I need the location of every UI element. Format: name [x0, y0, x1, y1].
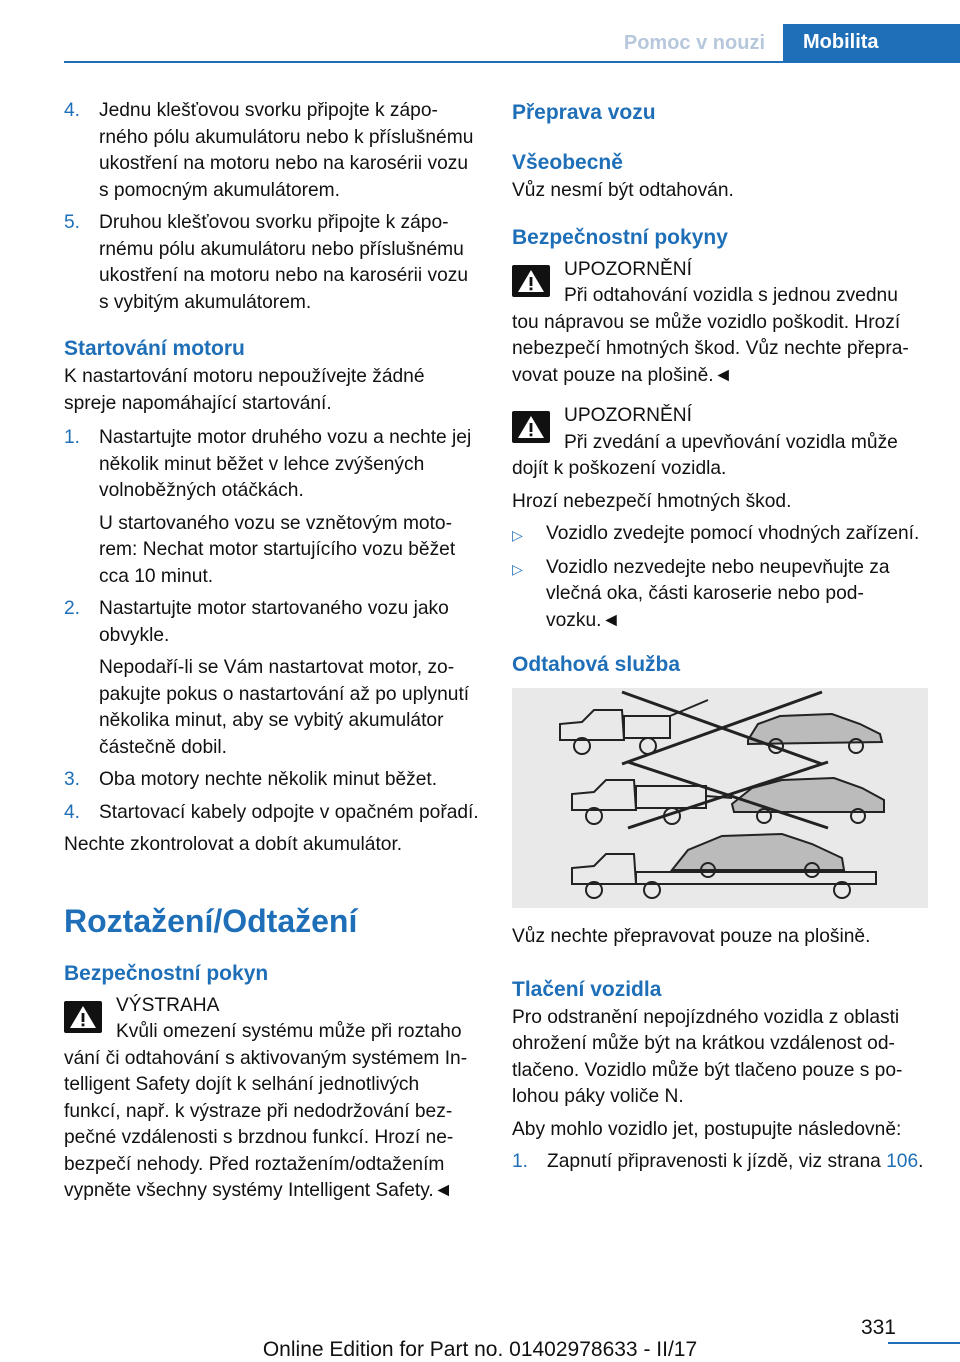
step-number: 3.	[64, 769, 81, 790]
step-number: 4.	[64, 100, 81, 121]
list-item	[64, 210, 480, 316]
check-text: Nechte zkontrolovat a dobít akumulátor.	[64, 834, 403, 855]
list-item	[64, 767, 480, 794]
step-number: 4.	[64, 801, 81, 823]
warning-icon	[512, 411, 550, 443]
step-note: Nepodaří-li se Vám nastartovat motor, zopakujte pokus o nastartování až po uplynutí několika minut, aby se vybitý akumulátor částečně dobil.	[99, 657, 470, 758]
edition-text: Online Edition for Part no. 01402978633 - II/17	[262, 1338, 698, 1361]
damage-text: Hrozí nebezpečí hmotných škod.	[512, 490, 792, 512]
warning-icon	[512, 265, 550, 297]
subsection-title-safety: Bezpečnostní pokyny	[512, 225, 728, 249]
warning-text: tou nápravou se může vozidlo poškodit. Hrozí nebezpečí hmotných škod. Vůz nechte přepravovat pouze na plošině.◄	[512, 311, 909, 386]
step-number: 2.	[64, 598, 81, 619]
step-text: Oba motory nechte několik minut běžet.	[99, 769, 438, 790]
start-intro: K nastartování motoru nepoužívejte žádné spreje napomáhající startování.	[64, 366, 425, 414]
figure-caption: Vůz nechte přepravovat pouze na plošině.	[512, 926, 871, 947]
warning-heading: VÝSTRAHA	[116, 994, 220, 1016]
step-text-main: Zapnutí připravenosti k jízdě, viz strana	[547, 1151, 887, 1172]
warning-block	[512, 403, 928, 483]
bullet-item	[512, 521, 928, 549]
warning-block	[64, 993, 480, 1205]
towing-illustration	[512, 688, 928, 908]
tab-section[interactable]: Pomoc v nouzi	[623, 32, 765, 54]
push-lead: Aby mohlo vozidlo jet, postupujte následovně:	[512, 1118, 902, 1140]
warning-text: dojít k poškození vozidla.	[512, 458, 727, 479]
section-title-transport: Přeprava vozu	[512, 101, 656, 124]
warning-text: vání či odtahování s aktivovaným systémem Intelligent Safety dojít k selhání jednotlivých funkcí, např. k výstraze při nedodržování bezpečné vzdálenosti s brzdnou funkcí. Hrozí nebezpečí nehody. Před roztažením/odtažením vypněte všechny systémy Intelligent Safety.◄	[64, 1047, 468, 1201]
bullet-triangle-icon: ▷	[512, 560, 523, 577]
push-text: Pro odstranění nepojízdného vozidla z oblasti ohrožení může být na krátkou vzdálenost odtlačeno. Vozidlo může být tlačeno pouze s polohou páky voliče N.	[512, 1006, 903, 1107]
chapter-title-tow: Roztažení/Odtažení	[64, 902, 358, 939]
page-number: 331	[860, 1316, 896, 1339]
warning-heading: UPOZORNĚNÍ	[564, 405, 692, 426]
subsection-title-push: Tlačení vozidla	[512, 977, 662, 1001]
section-title-start: Startování motoru	[64, 337, 245, 360]
warning-text-first-line: Při zvedání a upevňování vozidla může	[564, 431, 898, 453]
warning-block	[512, 257, 928, 390]
bullet-text: Vozidlo nezvedejte nebo neupevňujte za vlečná oka, části karoserie nebo podvozku.◄	[546, 556, 890, 631]
general-text: Vůz nesmí být odtahován.	[512, 180, 734, 201]
step-text: Startovací kabely odpojte v opačném pořadí.	[99, 801, 479, 823]
warning-heading: UPOZORNĚNÍ	[564, 258, 692, 280]
subsection-title-tow-service: Odtahová služba	[512, 653, 681, 676]
warning-icon	[64, 1001, 102, 1033]
towing-illustration-svg	[512, 688, 928, 908]
step-number: 1.	[512, 1151, 529, 1172]
step-text-end: .	[918, 1151, 924, 1172]
list-item	[64, 800, 480, 827]
header-tabs	[624, 24, 960, 62]
warning-text-first-line: Kvůli omezení systému může při roztaho	[116, 1021, 462, 1042]
step-text: Nastartujte motor startovaného vozu jako obvykle.	[99, 598, 449, 646]
step-note: U startovaného vozu se vznětovým motorem: Nechat motor startujícího vozu běžet cca 10 minut.	[99, 512, 456, 587]
bullet-item	[512, 555, 928, 635]
header-rule	[64, 61, 960, 63]
list-item	[64, 98, 480, 204]
page-link[interactable]: 106	[886, 1151, 919, 1172]
bullet-text: Vozidlo zvedejte pomocí vhodných zařízení.	[546, 523, 920, 544]
warning-text-first-line: Při odtahování vozidla s jednou zvednu	[564, 285, 898, 306]
step-text	[547, 1149, 928, 1176]
step-number: 1.	[64, 427, 81, 448]
right-column	[512, 98, 928, 1182]
tab-chapter[interactable]: Mobilita	[783, 24, 960, 62]
bullet-triangle-icon: ▷	[512, 527, 523, 543]
section-title-safety: Bezpečnostní pokyn	[64, 961, 269, 985]
list-item	[512, 1149, 928, 1176]
list-item	[64, 425, 480, 505]
footer	[0, 1316, 960, 1362]
step-text: Jednu klešťovou svorku připojte k záporného pólu akumulátoru nebo k příslušnému ukostření na motoru nebo na karosérii vozu s pomocným akumulátorem.	[99, 100, 474, 201]
step-text: Druhou klešťovou svorku připojte k zápornému pólu akumulátoru nebo příslušnému ukostření na motoru nebo na karosérii vozu s vybitým akumulátorem.	[99, 212, 469, 313]
subsection-title-general: Všeobecně	[512, 151, 623, 174]
list-item	[64, 596, 480, 649]
left-column	[64, 98, 480, 1205]
step-text: Nastartujte motor druhého vozu a nechte jej několik minut běžet v lehce zvýšených volnoběžných otáčkách.	[99, 427, 472, 501]
step-number: 5.	[64, 212, 81, 233]
